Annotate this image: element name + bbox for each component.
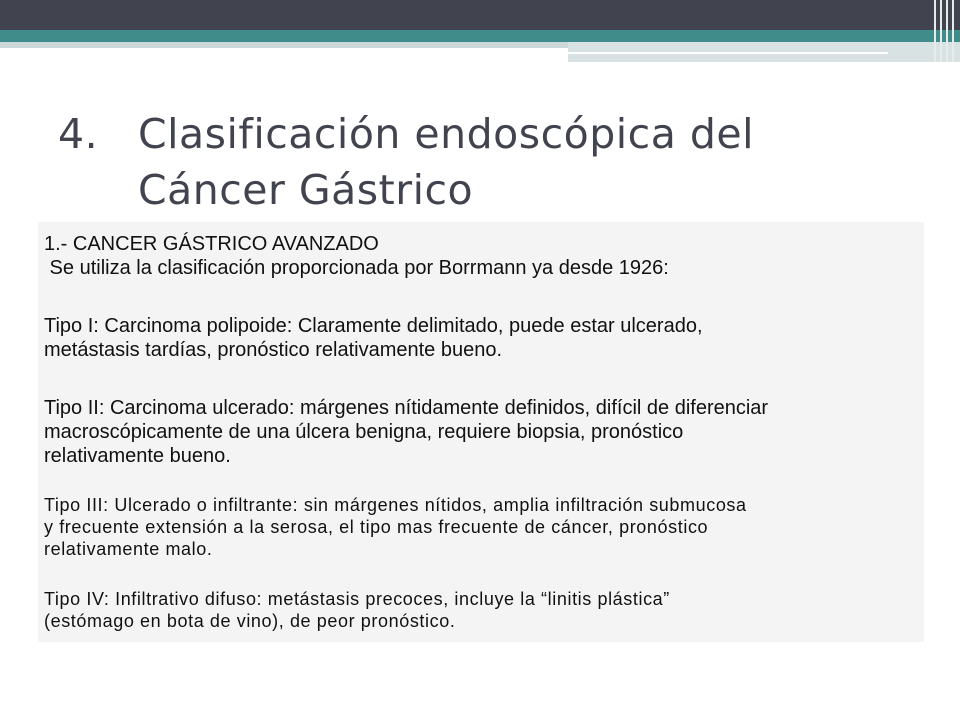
tipo-3-line: Tipo III: Ulcerado o infiltrante: sin márgenes nítidos, amplia infiltración submucosa: [44, 495, 747, 515]
tipo-4-line: Tipo IV: Infiltrativo difuso: metástasis precoces, incluye la “linitis plástica”: [44, 589, 670, 609]
tipo-1-line: metástasis tardías, pronóstico relativamente bueno.: [44, 339, 503, 361]
header-bar-dark: [0, 0, 960, 30]
title-line-2: Cáncer Gástrico: [138, 166, 474, 214]
header-stripes: [930, 0, 960, 62]
tipo-2-line: relativamente bueno.: [44, 445, 231, 467]
header-bar-light: [0, 42, 568, 48]
tipo-1-line: Tipo I: Carcinoma polipoide: Claramente delimitado, puede estar ulcerado,: [44, 315, 703, 337]
scanned-text-image: [38, 222, 924, 642]
tipo-2-line: macroscópicamente de una úlcera benigna, requiere biopsia, pronóstico: [44, 421, 684, 443]
tipo-3-line: y frecuente extensión a la serosa, el tipo mas frecuente de cáncer, pronóstico: [44, 517, 709, 537]
header-bar-teal: [0, 30, 960, 42]
slide-title: [58, 106, 918, 218]
tipo-4-block: [44, 588, 670, 632]
tipo-3-block: [44, 494, 747, 560]
title-line-1: Clasificación endoscópica del: [138, 110, 754, 158]
intro-text: Se utiliza la clasificación proporcionada por Borrmann ya desde 1926:: [44, 257, 669, 279]
title-number: 4.: [58, 110, 99, 158]
tipo-3-line: relativamente malo.: [44, 539, 213, 559]
tipo-2-line: Tipo II: Carcinoma ulcerado: márgenes nítidamente definidos, difícil de diferenciar: [44, 397, 769, 419]
tipo-4-line: (estómago en bota de vino), de peor pronóstico.: [44, 611, 456, 631]
header-divider-2: [772, 62, 890, 64]
intro-block: [44, 232, 669, 280]
tipo-1-block: [44, 314, 703, 362]
tipo-2-block: [44, 396, 768, 468]
section-heading: 1.- CANCER GÁSTRICO AVANZADO: [44, 233, 379, 255]
header-divider: [568, 52, 888, 54]
